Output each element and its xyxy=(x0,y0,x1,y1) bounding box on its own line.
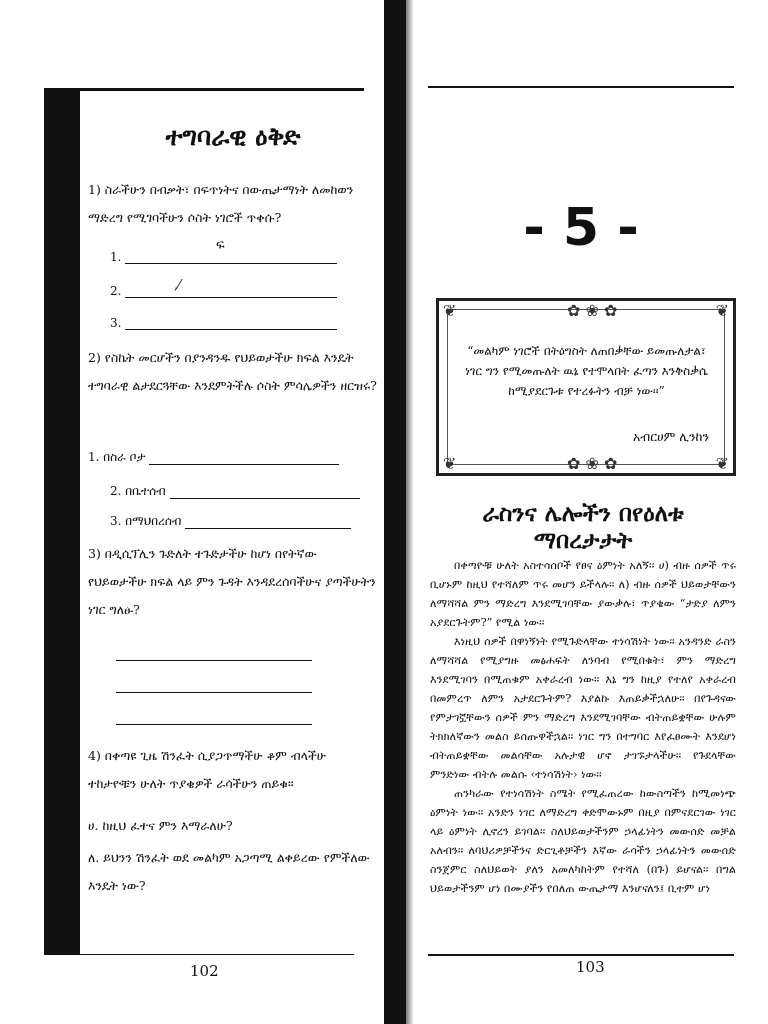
pen-mark: ,⁄ xyxy=(174,278,181,293)
q1-blank-label: 3. xyxy=(110,316,122,330)
pen-mark: ፍ xyxy=(216,238,225,253)
answer-line xyxy=(170,486,360,499)
corner-ornament-icon: ❦ xyxy=(443,454,457,473)
quote-author: አብርሀም ሊንከን xyxy=(632,429,709,444)
question-4a: ሀ. ከዚህ ፈተና ምን እማራለሁ? xyxy=(88,818,233,833)
question-2: 2) የስኬት መርሆችን በያንዳንዱ የህይወታችሁ ክፍል እንዴት ተግባራዊ ልታደርጓቸው እንደምትችሉ ሶስት ምሳሌዎችን ዘርዝሩ? xyxy=(88,350,377,393)
page-number-left: 102 xyxy=(190,962,219,980)
left-page-title: ተግባራዊ ዕቅድ xyxy=(165,122,301,151)
question-3: 3) በዲሲፕሊን ጉድለት ተጉድታችሁ ከሆነ በየትኛው የህይወታችሁ ክፍል ላይ ምን ጉዳት እንዳደረሰባችሁና ያጣችሁትን ነገር ግለፁ? xyxy=(88,546,376,617)
question-4b: ለ. ይህንን ሽንፈት ወደ መልካም አጋጣሚ ልቀይረው የምችለው እንዴት ነው? xyxy=(88,850,370,893)
q1-blank-3 xyxy=(110,316,337,330)
q2-blank-2 xyxy=(110,484,360,499)
book-spine xyxy=(384,0,406,1024)
right-bottom-rule xyxy=(428,954,734,956)
left-margin-bar xyxy=(44,88,80,954)
left-top-rule xyxy=(80,88,364,91)
question-4: 4) በቀጣዩ ጊዜ ሽንፈት ሲያጋጥማችሁ ቆም ብላችሁ ተከታዮቹን ሁለት ጥያቄዎች ራሳችሁን ጠይቁ፡፡ xyxy=(88,748,327,791)
answer-line xyxy=(116,660,312,661)
section-title: ራስንና ሌሎችን በየዕለቱ ማበረታታት xyxy=(482,500,684,554)
q2-blank-label: 3. በማህበረሰብ xyxy=(110,514,182,528)
chapter-number: - 5 - xyxy=(523,198,639,258)
answer-line xyxy=(116,724,312,725)
q1-blank-label: 1. xyxy=(110,250,122,264)
bottom-ornament-icon: ✿ ❀ ✿ xyxy=(567,454,618,473)
paragraph: በቀጣዮቹ ሁለት አስተሳሰቦች የፀና ዕምነት አለኝ፡፡ ሀ) ብዙ ሰዎች ጥሩ ቢሆኑም ከዚህ የተሻለም ጥሩ መሆን ይችላሉ፡፡ ለ) ብዙ ሰዎች ህይወታቸውን ለማሻሻል ምን ማድረግ እንደሚገባቸው ያውቃሉ፣ ጥያቄው “ታድያ ለምን አያደርጉትም?” የሚል ነው፡፡ xyxy=(430,559,736,629)
q1-blank-2 xyxy=(110,284,337,298)
top-ornament-icon: ✿ ❀ ✿ xyxy=(567,301,618,320)
corner-ornament-icon: ❦ xyxy=(715,454,729,473)
q1-blank-label: 2. xyxy=(110,284,122,298)
q2-blank-label: 2. በቤተሰብ xyxy=(110,484,166,498)
corner-ornament-icon: ❦ xyxy=(715,301,729,320)
body-text xyxy=(430,556,736,898)
answer-line xyxy=(125,317,337,330)
answer-line xyxy=(185,516,351,529)
answer-line xyxy=(149,452,339,465)
spine-shadow xyxy=(406,0,414,1024)
question-1: 1) ስራችሁን በብቃት፣ በፍጥነትና በውጤታማነት ለመከወን ማድረግ የሚገባችሁን ሶስት ነገሮች ጥቀሱ? xyxy=(88,182,354,225)
q2-blank-3 xyxy=(110,514,351,529)
answer-line xyxy=(125,285,337,298)
quote-frame xyxy=(436,298,736,476)
page-number-right: 103 xyxy=(576,958,605,976)
answer-line xyxy=(125,251,337,264)
left-page xyxy=(44,88,377,954)
q2-blank-label: 1. በስራ ቦታ xyxy=(88,450,146,464)
q2-blank-1 xyxy=(88,450,339,465)
paragraph: ጠንካራው የተነሳሽነት ስሜት የሚፈጠረው ከውስጣችን ከሚመነጭ ዕምነት ነው፡፡ አንድን ነገር ለማድረግ ቀድሞውኑም በዚያ በምናደርገው ነገር ላይ ዕምነት ሊኖረን ይገባል፡፡ ስለህይወታችንም ኃላፊነትን መውሰድ መቻል አለብን፡፡ ለባህሪዎቻችንና ድርጊቶቻችን እኛው ራሳችን ኃላፊነትን መውሰድ ስንጀምር ስለህይወት ያለን አመለካከትም የተሻለ (በጉ) ይሆናል፡፡ በግል ህይወታችንም ሆነ በሙያችን የበለጠ ውጤታማ እንሆናለን፤ ቢተም ሆነ xyxy=(430,787,736,895)
answer-line xyxy=(116,692,312,693)
right-top-rule xyxy=(428,86,734,88)
quote-text: “መልካም ነገሮች በትዕግስት ለጠበቃቸው ይመጡለታል፣ ነገር ግን የሚመጡለት ዉኔ የተሞላበት ፈጣን እንቅስቃሴ ከሚያደርጉቱ የተረፉትን ብቻ ነው፡፡” xyxy=(465,344,708,398)
paragraph: እነዚህ ሰዎች በዋነኝነት የሚጉድላቸው ተነሳሽነት ነው፡፡ አንዳንድ ራስን ለማሻሻል የሚያግዙ መፅሐፍት ለንባብ የሚበቁት፣ ምን ማድረግ እንደሚገባን በሚጠቁም አቀራረብ ነው፡፡ እኔ ግን ከዚያ የተለየ አቀራረብ በመምረጥ ለምን አታደርጉትም? እያልኩ እጠይቃችኋለሁ፡፡ በየጉዳናው የምታገኟቸውን ሰዎች ምን ማድረግ እንደሚገባቸው ብትጠይቋቸው ሁሉም ትክክለኛውን መልስ ይሰጡዋችኋል፡፡ ነገር ግን በተግባር እየፈፀሙት እንደሆነ ብትጠይቋቸው መልሳቸው አሉታዊ ሆኖ ታገኙታላችሁ፡፡ የጉደላቸው ምንድነው ብትሉ መልሱ ‹ተነሳሽነት› ነው፡፡ xyxy=(430,635,736,781)
corner-ornament-icon: ❦ xyxy=(443,301,457,320)
left-bottom-rule xyxy=(44,954,354,955)
